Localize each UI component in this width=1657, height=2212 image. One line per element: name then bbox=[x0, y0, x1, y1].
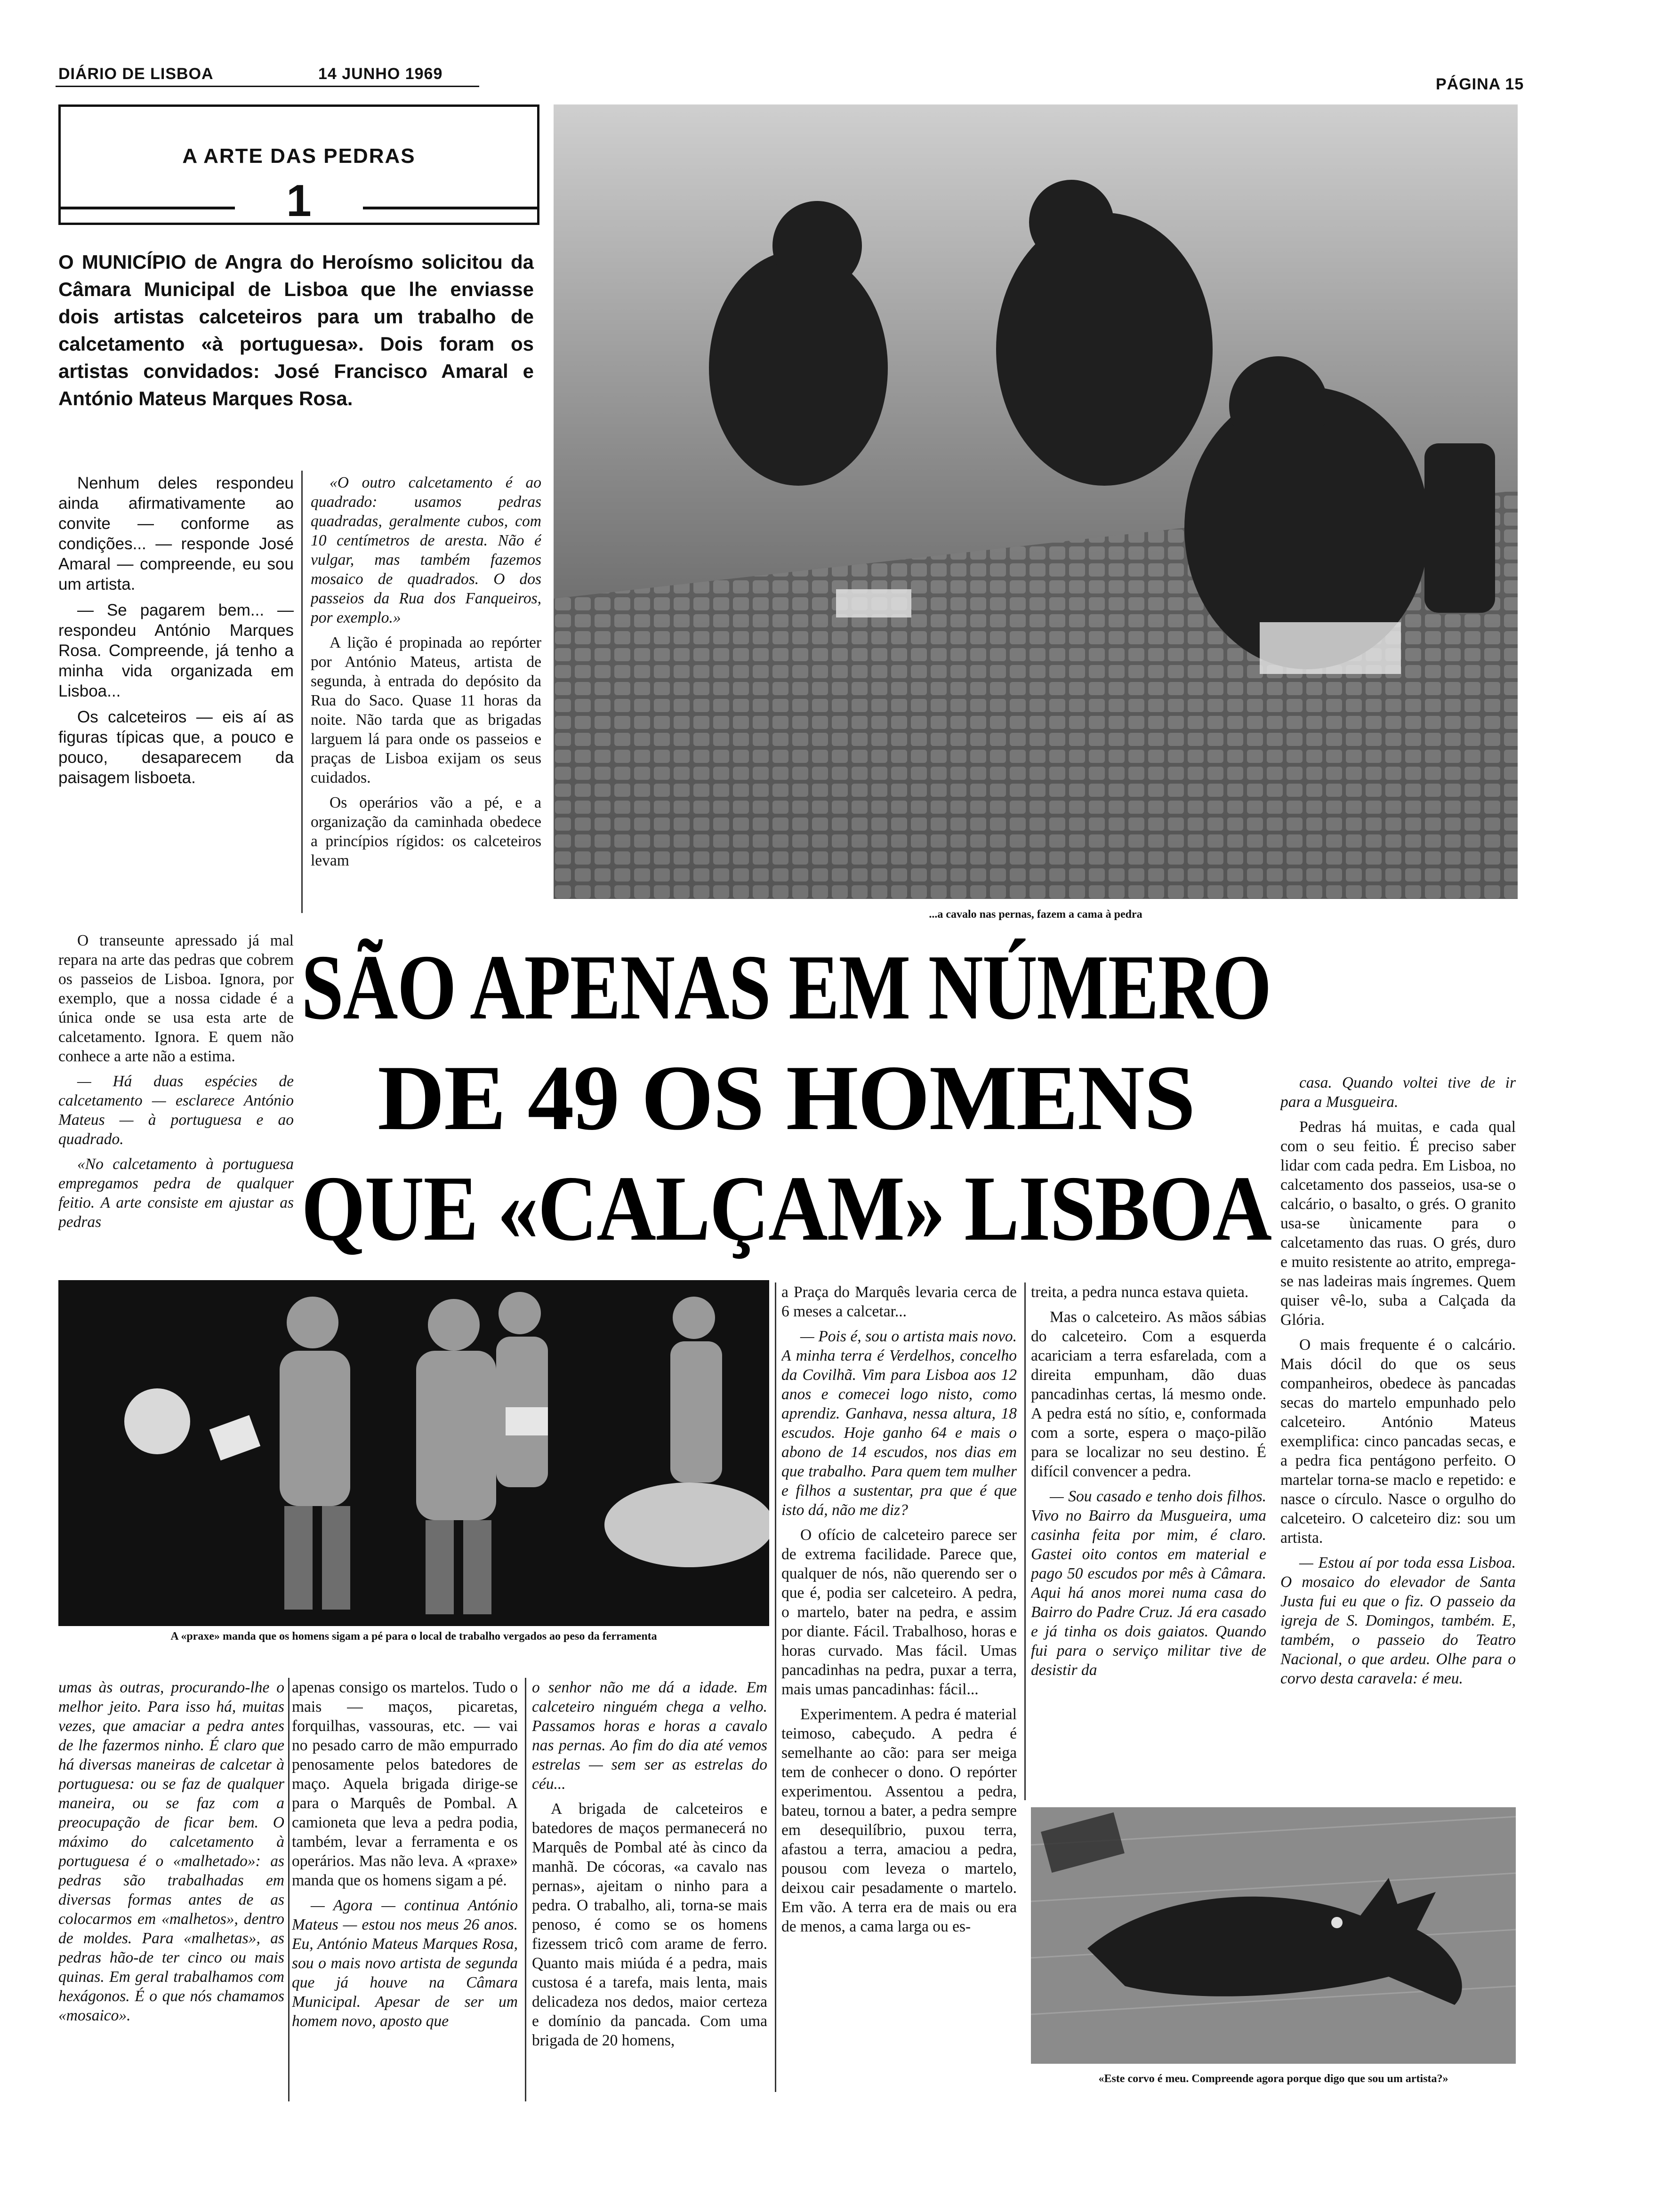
photo-crow-mosaic-image bbox=[1031, 1807, 1516, 2064]
photo-crow-mosaic bbox=[1031, 1807, 1516, 2064]
page-number: PÁGINA 15 bbox=[1436, 75, 1524, 93]
issue-date: 14 JUNHO 1969 bbox=[318, 65, 443, 83]
colr-p1: casa. Quando voltei tive de ir para a Musgueira. bbox=[1280, 1074, 1516, 1111]
colma-p4: Experimentem. A pedra é material teimoso, cabeçudo. A pedra é semelhante ao cão: para ser meiga tem de conhecer o dono. O repórter experimentou. Assentou a pedra, bateu, tornou a bater, a pedra sempre em desequilíbrio, puxou terra, afastou a terra, amaciou a pedra, pousou com leveza o martelo, deixou cair pesadamente o martelo. Em vão. A terra era de mais ou era de menos, a cama larga ou es- bbox=[781, 1706, 1017, 1935]
column-divider-bottom-1 bbox=[288, 1678, 290, 2101]
newspaper-name: DIÁRIO DE LISBOA bbox=[58, 65, 214, 83]
col2-p1: «O outro calcetamento é ao quadrado: usamos pedras quadradas, geralmente cubos, com 10 centímetros de aresta. Não é vulgar, mas também fazemos mosaico de quadrados. O dos passeios da Rua dos Fanqueiros, por exemplo.» bbox=[311, 474, 541, 626]
photo-workers-paving-image bbox=[554, 104, 1518, 899]
colma-p3: O ofício de calceteiro parece ser de extrema facilidade. Parece que, qualquer de nós, não querendo ser o que é, podia ser calceteiro. A pedra, o martelo, bater na pedra, e assim por diante. Fácil. Trabalhoso, horas e horas curvado. Mas fácil. Umas pancadinhas na pedra, puxar a terra, mais umas pancadinhas: fácil... bbox=[781, 1526, 1017, 1698]
caption-top-photo: ...a cavalo nas pernas, fazem a cama à pedra bbox=[929, 908, 1142, 921]
column-bottom-2 bbox=[292, 1678, 518, 2101]
colmid-p1: O transeunte apressado já mal repara na arte das pedras que cobrem os passeios de Lisboa. Ignora, por exemplo, que a nossa cidade é a única onde se usa esta arte de calcetamento. Ignora. E quem não conhece a arte não a estima. bbox=[58, 932, 294, 1065]
column-bottom-1 bbox=[58, 1678, 284, 2101]
colmid-p2: — Há duas espécies de calcetamento — esclarece António Mateus — à portuguesa e ao quadrado. bbox=[58, 1073, 294, 1148]
column-bottom-3 bbox=[532, 1678, 767, 2101]
colb1-p1: umas às outras, procurando-lhe o melhor jeito. Para isso há, muitas vezes, que amaciar a pedra antes de lhe fazermos ninho. É claro que há diversas maneiras de calcetar à portuguesa: ou se faz de qualquer maneira, ou se faz com a preocupação de ficar bem. O máximo do calcetamento à portuguesa é o «malhetado»: as pedras são trabalhadas em diversas formas antes de as colocarmos em «malhetos», dentro de moldes. Para «malhetas», as pedras hão-de ter cinco ou mais quinas. Em geral trabalhamos com hexágonos. É o que nós chamamos «mosaico». bbox=[58, 1679, 284, 2024]
headline-line-3: QUE «CALÇAM» LISBOA bbox=[301, 1157, 1271, 1260]
colmb-p1: treita, a pedra nunca estava quieta. bbox=[1031, 1283, 1249, 1301]
series-number: 1 bbox=[286, 176, 312, 226]
column-1-upper bbox=[58, 473, 294, 911]
column-right-upper bbox=[1280, 1073, 1516, 1770]
series-title: A ARTE DAS PEDRAS bbox=[182, 144, 416, 168]
column-divider bbox=[301, 471, 303, 913]
colmb-p3: — Sou casado e tenho dois filhos. Vivo no Bairro da Musgueira, uma casinha feita por mim, é claro. Gastei oito contos em material e pago 50 escudos por mês à Câmara. Aqui há anos morei numa casa do Bairro do Padre Cruz. Já era casado e já tinha os dois gaiatos. Quando fui para o serviço militar tive de desistir da bbox=[1031, 1488, 1266, 1679]
column-divider-bottom-2 bbox=[525, 1678, 526, 2101]
colb3-p1: o senhor não me dá a idade. Em calceteiro ninguém chega a velho. Passamos horas e horas a cavalo nas pernas. Ao fim do dia até vemos estrelas — sem ser as estrelas do céu... bbox=[532, 1679, 767, 1793]
colr-p3: O mais frequente é o calcário. Mais dócil do que os seus companheiros, obedece às pancadas secas do martelo empunhado pelo calceteiro. António Mateus exemplifica: cinco pancadas secas, e a pedra fica pentágono perfeito. O martelar torna-se maclo e repetido: e nasce o círculo. Nasce o orgulho do calceteiro. O calceteiro diz: sou um artista. bbox=[1280, 1336, 1516, 1547]
column-divider-mid-2 bbox=[1024, 1282, 1026, 1800]
colb2-p2: — Agora — continua António Mateus — estou nos meus 26 anos. Eu, António Mateus Marques Rosa, sou o mais novo artista de segunda que já houve na Câmara Municipal. Apesar de ser um homem novo, aposto que bbox=[292, 1897, 518, 2030]
col1-p1: Nenhum deles respondeu ainda afirmativamente ao convite — conforme as condições... — responde José Amaral — compreende, eu sou um artista. bbox=[58, 474, 294, 593]
column-1-middle bbox=[58, 931, 294, 1251]
col2-p2: A lição é propinada ao repórter por António Mateus, artista de segunda, à entrada do depósito da Rua do Saco. Quase 11 horas da noite. Não tarda que as brigadas larguem lá para onde os passeios e praças de Lisboa exijam os seus cuidados. bbox=[311, 634, 541, 786]
colb3-p2: A brigada de calceteiros e batedores de maços permanecerá no Marquês de Pombal até às cinco da manhã. De cócoras, «a cavalo nas pernas», ajeitam o ninho para a pedra. O trabalho, ali, torna-se mais penoso, é como se os homens fizessem tricô com arame de ferro. Quanto mais miúda é a pedra, mais custosa é a tarefa, mais lenta, mais delicadeza nos dedos, maior certeza e domínio da pancada. Com uma brigada de 20 homens, bbox=[532, 1800, 767, 2049]
photo-workers-paving bbox=[554, 104, 1518, 899]
headline bbox=[301, 934, 1271, 1273]
photo-workers-walking bbox=[58, 1280, 769, 1626]
colr-p4: — Estou aí por toda essa Lisboa. O mosaico do elevador de Santa Justa fui eu que o fiz. O passeio da igreja de S. Domingos, também. E, também, o passeio do Teatro Nacional, o que ardeu. Olhe para o corvo desta caravela: é meu. bbox=[1280, 1554, 1516, 1687]
column-2-upper bbox=[311, 473, 541, 922]
col1-p2: — Se pagarem bem... — respondeu António Marques Rosa. Compreende, já tenho a minha vida organizada em Lisboa... bbox=[58, 601, 294, 700]
colr-p2: Pedras há muitas, e cada qual com o seu feitio. É preciso saber lidar com cada pedra. Em Lisboa, no calcetamento dos passeios, usa-se o calcário, o basalto, o grés. O granito usa-se ùnicamente para o calcetamento das ruas. O grés, duro e muito resistente ao atrito, emprega-se nas ladeiras mais íngremes. Quem quiser vê-lo, suba a Calçada da Glória. bbox=[1280, 1118, 1516, 1329]
colb2-p1: apenas consigo os martelos. Tudo o mais — maços, picaretas, forquilhas, vassouras, etc. — vai no pesado carro de mão empurrado penosamente pelos batedores de maço. Aquela brigada dirige-se para o Marquês de Pombal. A camioneta que leva a pedra podia, também, levar a ferramenta e os operários. Mas não leva. A «praxe» manda que os homens sigam a pé. bbox=[292, 1679, 518, 1889]
colmb-p2: Mas o calceteiro. As mãos sábias do calceteiro. Com a esquerda acariciam a terra esfarelada, com a direita empunham, dão duas pancadinhas certas, lá mesmo onde. A pedra está no sítio, e, conformada com a sorte, espera o maço-pilão para se localizar no seu destino. É difícil convencer a pedra. bbox=[1031, 1308, 1266, 1480]
series-title-box bbox=[58, 104, 539, 225]
caption-bottom-photo: «Este corvo é meu. Compreende agora porque digo que sou um artista?» bbox=[1098, 2073, 1448, 2085]
colmid-p3: «No calcetamento à portuguesa empregamos pedra de qualquer feitio. A arte consiste em ajustar as pedras bbox=[58, 1155, 294, 1231]
photo-workers-walking-image bbox=[58, 1280, 769, 1626]
column-divider-mid bbox=[775, 1282, 776, 2092]
headline-line-1: SÃO APENAS EM NÚMERO bbox=[301, 936, 1271, 1039]
masthead-rule bbox=[56, 86, 479, 87]
col2-p3: Os operários vão a pé, e a organização da caminhada obedece a princípios rígidos: os calceteiros levam bbox=[311, 794, 541, 869]
column-mid-b bbox=[1031, 1282, 1266, 1795]
lead-paragraph: O MUNICÍPIO de Angra do Heroísmo solicitou da Câmara Municipal de Lisboa que lhe enviasse dois artistas calceteiros para um trabalho de calcetamento «à portuguesa». Dois foram os artistas convidados: José Francisco Amaral e António Mateus Marques Rosa. bbox=[58, 251, 534, 409]
headline-line-2: DE 49 OS HOMENS bbox=[378, 1046, 1195, 1149]
colma-p2: — Pois é, sou o artista mais novo. A minha terra é Verdelhos, concelho da Covilhã. Vim para Lisboa aos 12 anos e comecei logo nisto, como aprendiz. Ganhava, nessa altura, 18 escudos. Hoje ganho 64 e mais o abono de 14 escudos, nos dias em que trabalho. Para quem tem mulher e filhos a sustentar, pra que é que isto dá, não me diz? bbox=[781, 1328, 1017, 1519]
caption-middle-photo: A «praxe» manda que os homens sigam a pé para o local de trabalho vergados ao peso da ferramenta bbox=[170, 1630, 657, 1643]
column-mid-a bbox=[781, 1282, 1017, 2092]
col1-p3: Os calceteiros — eis aí as figuras típicas que, a pouco e pouco, desaparecem da paisagem lisboeta. bbox=[58, 708, 294, 787]
colma-p1: a Praça do Marquês levaria cerca de 6 meses a calcetar... bbox=[781, 1283, 1017, 1320]
